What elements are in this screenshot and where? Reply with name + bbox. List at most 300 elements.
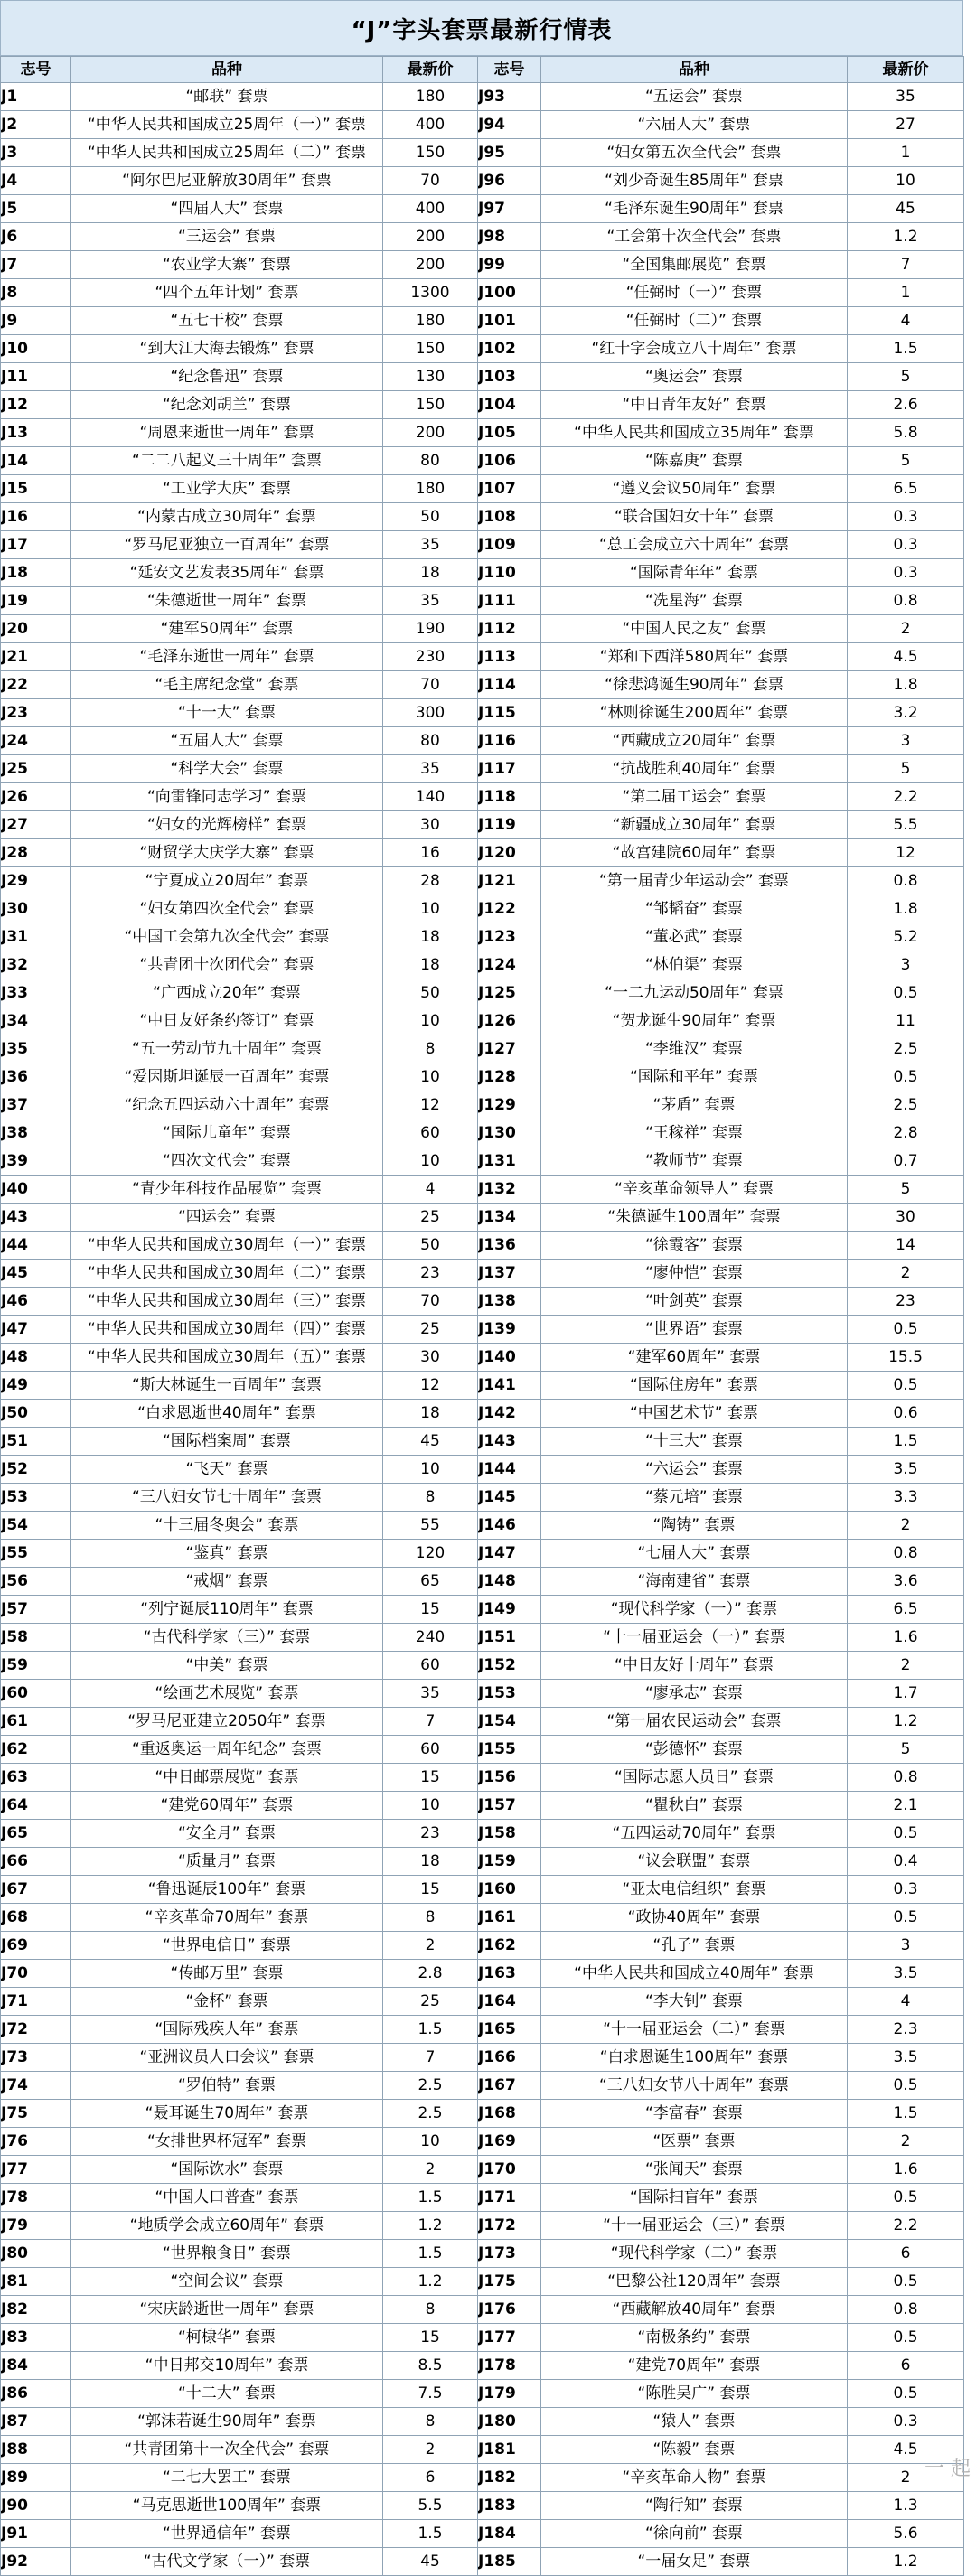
stamp-name: “彭德怀” 套票 bbox=[541, 1736, 848, 1764]
table-row bbox=[1, 979, 964, 1007]
table-row bbox=[1, 1428, 964, 1456]
stamp-price: 50 bbox=[383, 1232, 478, 1260]
stamp-name: “世界通信年” 套票 bbox=[71, 2520, 383, 2548]
table-row bbox=[1, 2128, 964, 2156]
stamp-price: 35 bbox=[383, 755, 478, 783]
stamp-code: J35 bbox=[1, 1035, 71, 1063]
stamp-price: 2 bbox=[848, 615, 964, 643]
stamp-price: 0.5 bbox=[848, 1820, 964, 1848]
table-row bbox=[1, 391, 964, 419]
stamp-name: “中华人民共和国成立30周年（五）” 套票 bbox=[71, 1344, 383, 1372]
stamp-name: “二二八起义三十周年” 套票 bbox=[71, 447, 383, 475]
stamp-code: J103 bbox=[478, 363, 541, 391]
stamp-price: 200 bbox=[383, 251, 478, 279]
stamp-code: J67 bbox=[1, 1876, 71, 1904]
stamp-name: “国际档案周” 套票 bbox=[71, 1428, 383, 1456]
stamp-name: “李富春” 套票 bbox=[541, 2100, 848, 2128]
stamp-code: J89 bbox=[1, 2464, 71, 2492]
stamp-code: J140 bbox=[478, 1344, 541, 1372]
stamp-name: “宋庆龄逝世一周年” 套票 bbox=[71, 2296, 383, 2324]
stamp-price: 30 bbox=[383, 811, 478, 839]
stamp-name: “朱德逝世一周年” 套票 bbox=[71, 587, 383, 615]
stamp-code: J24 bbox=[1, 727, 71, 755]
table-row bbox=[1, 419, 964, 447]
stamp-code: J32 bbox=[1, 951, 71, 979]
table-row bbox=[1, 1204, 964, 1232]
stamp-price: 45 bbox=[383, 1428, 478, 1456]
stamp-price: 120 bbox=[383, 1540, 478, 1568]
header-price-right: 最新价 bbox=[848, 57, 964, 83]
stamp-price: 2 bbox=[848, 2128, 964, 2156]
stamp-price: 4 bbox=[383, 1176, 478, 1204]
stamp-name: “南极条约” 套票 bbox=[541, 2324, 848, 2352]
stamp-price: 15 bbox=[383, 2324, 478, 2352]
stamp-name: “廖仲恺” 套票 bbox=[541, 1260, 848, 1288]
table-row bbox=[1, 1344, 964, 1372]
stamp-price: 6.5 bbox=[848, 1596, 964, 1624]
stamp-price: 5 bbox=[848, 363, 964, 391]
stamp-price: 5.2 bbox=[848, 923, 964, 951]
stamp-code: J120 bbox=[478, 839, 541, 867]
stamp-price: 6 bbox=[848, 2352, 964, 2380]
table-row bbox=[1, 1764, 964, 1792]
title-bar bbox=[0, 0, 963, 56]
stamp-price: 1.2 bbox=[848, 223, 964, 251]
table-row bbox=[1, 923, 964, 951]
stamp-price: 0.5 bbox=[848, 2268, 964, 2296]
stamp-name: “林则徐诞生200周年” 套票 bbox=[541, 699, 848, 727]
stamp-code: J113 bbox=[478, 643, 541, 671]
stamp-price: 5 bbox=[848, 1176, 964, 1204]
stamp-name: “抗战胜利40周年” 套票 bbox=[541, 755, 848, 783]
stamp-name: “柯棣华” 套票 bbox=[71, 2324, 383, 2352]
stamp-code: J66 bbox=[1, 1848, 71, 1876]
table-row bbox=[1, 531, 964, 559]
stamp-code: J40 bbox=[1, 1176, 71, 1204]
stamp-price: 1.5 bbox=[383, 2520, 478, 2548]
stamp-name: “故宫建院60周年” 套票 bbox=[541, 839, 848, 867]
stamp-price: 10 bbox=[383, 1147, 478, 1176]
stamp-price: 80 bbox=[383, 447, 478, 475]
stamp-name: “五七干校” 套票 bbox=[71, 307, 383, 335]
table-row bbox=[1, 1232, 964, 1260]
stamp-code: J138 bbox=[478, 1288, 541, 1316]
stamp-name: “建党60周年” 套票 bbox=[71, 1792, 383, 1820]
stamp-price: 1.6 bbox=[848, 1624, 964, 1652]
table-row bbox=[1, 2408, 964, 2436]
stamp-price: 10 bbox=[383, 1007, 478, 1035]
stamp-code: J57 bbox=[1, 1596, 71, 1624]
stamp-code: J68 bbox=[1, 1904, 71, 1932]
stamp-name: “邹韬奋” 套票 bbox=[541, 895, 848, 923]
stamp-price: 25 bbox=[383, 1204, 478, 1232]
stamp-name: “四个五年计划” 套票 bbox=[71, 279, 383, 307]
stamp-price: 4.5 bbox=[848, 2436, 964, 2464]
header-code-left: 志号 bbox=[1, 57, 71, 83]
stamp-code: J49 bbox=[1, 1372, 71, 1400]
stamp-code: J156 bbox=[478, 1764, 541, 1792]
stamp-code: J184 bbox=[478, 2520, 541, 2548]
table-row bbox=[1, 447, 964, 475]
stamp-name: “陶铸” 套票 bbox=[541, 1512, 848, 1540]
stamp-code: J80 bbox=[1, 2240, 71, 2268]
stamp-name: “教师节” 套票 bbox=[541, 1147, 848, 1176]
stamp-code: J64 bbox=[1, 1792, 71, 1820]
stamp-price: 35 bbox=[383, 1680, 478, 1708]
table-row bbox=[1, 1876, 964, 1904]
stamp-price: 18 bbox=[383, 951, 478, 979]
stamp-code: J78 bbox=[1, 2184, 71, 2212]
stamp-name: “罗伯特” 套票 bbox=[71, 2072, 383, 2100]
stamp-price: 0.5 bbox=[848, 1372, 964, 1400]
table-row bbox=[1, 2548, 964, 2576]
stamp-name: “中国艺术节” 套票 bbox=[541, 1400, 848, 1428]
stamp-price: 1.5 bbox=[848, 2100, 964, 2128]
table-row bbox=[1, 2352, 964, 2380]
stamp-price: 8 bbox=[383, 2296, 478, 2324]
stamp-price: 2.1 bbox=[848, 1792, 964, 1820]
stamp-name: “二七大罢工” 套票 bbox=[71, 2464, 383, 2492]
stamp-code: J109 bbox=[478, 531, 541, 559]
stamp-code: J33 bbox=[1, 979, 71, 1007]
stamp-name: “六运会” 套票 bbox=[541, 1456, 848, 1484]
stamp-code: J101 bbox=[478, 307, 541, 335]
stamp-price: 30 bbox=[848, 1204, 964, 1232]
stamp-name: “到大江大海去锻炼” 套票 bbox=[71, 335, 383, 363]
stamp-price: 0.8 bbox=[848, 867, 964, 895]
stamp-code: J125 bbox=[478, 979, 541, 1007]
stamp-price: 27 bbox=[848, 111, 964, 139]
stamp-name: “十二大” 套票 bbox=[71, 2380, 383, 2408]
stamp-code: J8 bbox=[1, 279, 71, 307]
stamp-code: J141 bbox=[478, 1372, 541, 1400]
stamp-code: J114 bbox=[478, 671, 541, 699]
table-row bbox=[1, 307, 964, 335]
stamp-code: J166 bbox=[478, 2044, 541, 2072]
stamp-price: 200 bbox=[383, 419, 478, 447]
stamp-name: “罗马尼亚独立一百周年” 套票 bbox=[71, 531, 383, 559]
stamp-name: “世界语” 套票 bbox=[541, 1316, 848, 1344]
stamp-name: “六届人大” 套票 bbox=[541, 111, 848, 139]
table-row bbox=[1, 1484, 964, 1512]
stamp-price: 1.3 bbox=[848, 2492, 964, 2520]
stamp-name: “国际饮水” 套票 bbox=[71, 2156, 383, 2184]
stamp-price: 50 bbox=[383, 979, 478, 1007]
stamp-price: 80 bbox=[383, 727, 478, 755]
table-row bbox=[1, 1176, 964, 1204]
stamp-name: “辛亥革命70周年” 套票 bbox=[71, 1904, 383, 1932]
stamp-price: 50 bbox=[383, 503, 478, 531]
table-row bbox=[1, 699, 964, 727]
table-row bbox=[1, 279, 964, 307]
stamp-code: J153 bbox=[478, 1680, 541, 1708]
stamp-code: J97 bbox=[478, 195, 541, 223]
stamp-code: J160 bbox=[478, 1876, 541, 1904]
stamp-code: J84 bbox=[1, 2352, 71, 2380]
stamp-price: 240 bbox=[383, 1624, 478, 1652]
stamp-name: “陈胜吴广” 套票 bbox=[541, 2380, 848, 2408]
stamp-name: “董必武” 套票 bbox=[541, 923, 848, 951]
stamp-name: “邮联” 套票 bbox=[71, 83, 383, 111]
stamp-price: 4.5 bbox=[848, 643, 964, 671]
stamp-price: 6.5 bbox=[848, 475, 964, 503]
stamp-code: J143 bbox=[478, 1428, 541, 1456]
stamp-name: “妇女的光辉榜样” 套票 bbox=[71, 811, 383, 839]
stamp-code: J119 bbox=[478, 811, 541, 839]
stamp-price: 130 bbox=[383, 363, 478, 391]
stamp-name: “张闻天” 套票 bbox=[541, 2156, 848, 2184]
stamp-name: “第二届工运会” 套票 bbox=[541, 783, 848, 811]
stamp-code: J131 bbox=[478, 1147, 541, 1176]
stamp-price: 150 bbox=[383, 335, 478, 363]
stamp-name: “四运会” 套票 bbox=[71, 1204, 383, 1232]
stamp-price: 5 bbox=[848, 1736, 964, 1764]
stamp-name: “工会第十次全代会” 套票 bbox=[541, 223, 848, 251]
stamp-price: 7 bbox=[848, 251, 964, 279]
stamp-code: J6 bbox=[1, 223, 71, 251]
stamp-name: “中华人民共和国成立30周年（二）” 套票 bbox=[71, 1260, 383, 1288]
stamp-code: J165 bbox=[478, 2016, 541, 2044]
stamp-code: J93 bbox=[478, 83, 541, 111]
stamp-code: J180 bbox=[478, 2408, 541, 2436]
stamp-code: J102 bbox=[478, 335, 541, 363]
stamp-code: J59 bbox=[1, 1652, 71, 1680]
stamp-name: “农业学大寨” 套票 bbox=[71, 251, 383, 279]
stamp-name: “三八妇女节七十周年” 套票 bbox=[71, 1484, 383, 1512]
stamp-price: 30 bbox=[383, 1344, 478, 1372]
stamp-price: 10 bbox=[383, 895, 478, 923]
stamp-price: 18 bbox=[383, 923, 478, 951]
stamp-price: 0.3 bbox=[848, 2408, 964, 2436]
table-row bbox=[1, 2296, 964, 2324]
stamp-price: 6 bbox=[848, 2240, 964, 2268]
table-row bbox=[1, 1119, 964, 1147]
stamp-name: “辛亥革命人物” 套票 bbox=[541, 2464, 848, 2492]
table-row bbox=[1, 223, 964, 251]
stamp-name: “十一届亚运会（三）” 套票 bbox=[541, 2212, 848, 2240]
stamp-name: “七届人大” 套票 bbox=[541, 1540, 848, 1568]
stamp-name: “李维汉” 套票 bbox=[541, 1035, 848, 1063]
stamp-price: 1.5 bbox=[383, 2240, 478, 2268]
stamp-code: J74 bbox=[1, 2072, 71, 2100]
stamp-code: J13 bbox=[1, 419, 71, 447]
stamp-name: “国际青年年” 套票 bbox=[541, 559, 848, 587]
stamp-name: “总工会成立六十周年” 套票 bbox=[541, 531, 848, 559]
stamp-price: 8.5 bbox=[383, 2352, 478, 2380]
price-table bbox=[0, 56, 964, 2576]
stamp-name: “第一届青少年运动会” 套票 bbox=[541, 867, 848, 895]
table-row bbox=[1, 1007, 964, 1035]
stamp-name: “联合国妇女十年” 套票 bbox=[541, 503, 848, 531]
stamp-price: 0.8 bbox=[848, 1764, 964, 1792]
table-row bbox=[1, 1932, 964, 1960]
stamp-name: “全国集邮展览” 套票 bbox=[541, 251, 848, 279]
stamp-code: J169 bbox=[478, 2128, 541, 2156]
stamp-code: J158 bbox=[478, 1820, 541, 1848]
stamp-code: J56 bbox=[1, 1568, 71, 1596]
stamp-code: J132 bbox=[478, 1176, 541, 1204]
table-row bbox=[1, 2520, 964, 2548]
stamp-code: J58 bbox=[1, 1624, 71, 1652]
stamp-code: J128 bbox=[478, 1063, 541, 1091]
stamp-price: 150 bbox=[383, 391, 478, 419]
stamp-name: “宁夏成立20周年” 套票 bbox=[71, 867, 383, 895]
stamp-code: J149 bbox=[478, 1596, 541, 1624]
stamp-name: “纪念鲁迅” 套票 bbox=[71, 363, 383, 391]
stamp-name: “茅盾” 套票 bbox=[541, 1091, 848, 1119]
stamp-price: 8 bbox=[383, 1904, 478, 1932]
table-row bbox=[1, 1035, 964, 1063]
stamp-price: 6 bbox=[383, 2464, 478, 2492]
stamp-price: 12 bbox=[383, 1372, 478, 1400]
stamp-price: 1.8 bbox=[848, 671, 964, 699]
stamp-name: “中华人民共和国成立35周年” 套票 bbox=[541, 419, 848, 447]
stamp-name: “周恩来逝世一周年” 套票 bbox=[71, 419, 383, 447]
table-row bbox=[1, 1147, 964, 1176]
stamp-price: 3.5 bbox=[848, 1960, 964, 1988]
stamp-price: 65 bbox=[383, 1568, 478, 1596]
stamp-code: J10 bbox=[1, 335, 71, 363]
stamp-code: J139 bbox=[478, 1316, 541, 1344]
stamp-price: 0.6 bbox=[848, 1400, 964, 1428]
table-row bbox=[1, 1316, 964, 1344]
table-row bbox=[1, 1540, 964, 1568]
stamp-name: “新疆成立30周年” 套票 bbox=[541, 811, 848, 839]
stamp-code: J26 bbox=[1, 783, 71, 811]
table-row bbox=[1, 1400, 964, 1428]
stamp-name: “国际残疾人年” 套票 bbox=[71, 2016, 383, 2044]
stamp-name: “毛主席纪念堂” 套票 bbox=[71, 671, 383, 699]
stamp-price: 0.3 bbox=[848, 503, 964, 531]
stamp-name: “传邮万里” 套票 bbox=[71, 1960, 383, 1988]
stamp-price: 180 bbox=[383, 307, 478, 335]
stamp-name: “遵义会议50周年” 套票 bbox=[541, 475, 848, 503]
table-row bbox=[1, 811, 964, 839]
stamp-price: 23 bbox=[383, 1260, 478, 1288]
stamp-price: 0.7 bbox=[848, 1147, 964, 1176]
stamp-code: J105 bbox=[478, 419, 541, 447]
stamp-code: J107 bbox=[478, 475, 541, 503]
table-row bbox=[1, 1091, 964, 1119]
stamp-code: J124 bbox=[478, 951, 541, 979]
stamp-price: 1 bbox=[848, 279, 964, 307]
stamp-price: 70 bbox=[383, 671, 478, 699]
stamp-price: 0.5 bbox=[848, 2324, 964, 2352]
stamp-price: 2 bbox=[383, 1932, 478, 1960]
table-row bbox=[1, 1820, 964, 1848]
stamp-price: 0.3 bbox=[848, 1876, 964, 1904]
stamp-price: 70 bbox=[383, 1288, 478, 1316]
stamp-code: J19 bbox=[1, 587, 71, 615]
stamp-price: 2.5 bbox=[848, 1035, 964, 1063]
table-row bbox=[1, 839, 964, 867]
stamp-price: 35 bbox=[383, 587, 478, 615]
stamp-code: J178 bbox=[478, 2352, 541, 2380]
stamp-name: “财贸学大庆学大寨” 套票 bbox=[71, 839, 383, 867]
sheet-title: “J”字头套票最新行情表 bbox=[351, 16, 613, 44]
stamp-name: “西藏成立20周年” 套票 bbox=[541, 727, 848, 755]
table-row bbox=[1, 139, 964, 167]
stamp-code: J168 bbox=[478, 2100, 541, 2128]
stamp-price: 140 bbox=[383, 783, 478, 811]
stamp-name: “中国工会第九次全代会” 套票 bbox=[71, 923, 383, 951]
stamp-name: “金杯” 套票 bbox=[71, 1988, 383, 2016]
stamp-name: “李大钊” 套票 bbox=[541, 1988, 848, 2016]
stamp-price: 11 bbox=[848, 1007, 964, 1035]
stamp-price: 12 bbox=[383, 1091, 478, 1119]
stamp-code: J98 bbox=[478, 223, 541, 251]
watermark: 一 起 bbox=[924, 2458, 971, 2480]
stamp-price: 15 bbox=[383, 1596, 478, 1624]
stamp-code: J31 bbox=[1, 923, 71, 951]
stamp-price: 5.6 bbox=[848, 2520, 964, 2548]
stamp-price: 2.2 bbox=[848, 2212, 964, 2240]
stamp-name: “海南建省” 套票 bbox=[541, 1568, 848, 1596]
stamp-code: J12 bbox=[1, 391, 71, 419]
stamp-price: 7.5 bbox=[383, 2380, 478, 2408]
table-row bbox=[1, 335, 964, 363]
stamp-name: “十一大” 套票 bbox=[71, 699, 383, 727]
stamp-name: “世界粮食日” 套票 bbox=[71, 2240, 383, 2268]
stamp-code: J51 bbox=[1, 1428, 71, 1456]
stamp-price: 1.5 bbox=[848, 1428, 964, 1456]
stamp-name: “中日邦交10周年” 套票 bbox=[71, 2352, 383, 2380]
stamp-name: “三八妇女节八十周年” 套票 bbox=[541, 2072, 848, 2100]
stamp-name: “白求恩诞生100周年” 套票 bbox=[541, 2044, 848, 2072]
stamp-name: “冼星海” 套票 bbox=[541, 587, 848, 615]
stamp-name: “朱德诞生100周年” 套票 bbox=[541, 1204, 848, 1232]
stamp-name: “纪念五四运动六十周年” 套票 bbox=[71, 1091, 383, 1119]
stamp-code: J94 bbox=[478, 111, 541, 139]
stamp-price: 60 bbox=[383, 1736, 478, 1764]
stamp-code: J79 bbox=[1, 2212, 71, 2240]
stamp-code: J170 bbox=[478, 2156, 541, 2184]
stamp-price: 1.2 bbox=[383, 2268, 478, 2296]
stamp-price: 400 bbox=[383, 111, 478, 139]
stamp-price: 0.5 bbox=[848, 2380, 964, 2408]
stamp-code: J23 bbox=[1, 699, 71, 727]
stamp-price: 2 bbox=[848, 2464, 964, 2492]
stamp-price: 5.5 bbox=[848, 811, 964, 839]
stamp-price: 2 bbox=[848, 1512, 964, 1540]
stamp-name: “一二九运动50周年” 套票 bbox=[541, 979, 848, 1007]
stamp-price: 3.5 bbox=[848, 1456, 964, 1484]
stamp-price: 0.8 bbox=[848, 2296, 964, 2324]
stamp-name: “爱因斯坦诞辰一百周年” 套票 bbox=[71, 1063, 383, 1091]
stamp-price: 8 bbox=[383, 2408, 478, 2436]
stamp-name: “红十字会成立八十周年” 套票 bbox=[541, 335, 848, 363]
stamp-code: J17 bbox=[1, 531, 71, 559]
stamp-price: 0.8 bbox=[848, 1540, 964, 1568]
stamp-code: J30 bbox=[1, 895, 71, 923]
stamp-code: J112 bbox=[478, 615, 541, 643]
stamp-name: “中美” 套票 bbox=[71, 1652, 383, 1680]
table-row bbox=[1, 1848, 964, 1876]
stamp-name: “罗马尼亚建立2050年” 套票 bbox=[71, 1708, 383, 1736]
stamp-name: “共青团第十一次全代会” 套票 bbox=[71, 2436, 383, 2464]
stamp-code: J88 bbox=[1, 2436, 71, 2464]
stamp-name: “中华人民共和国成立30周年（三）” 套票 bbox=[71, 1288, 383, 1316]
stamp-name: “中日友好十周年” 套票 bbox=[541, 1652, 848, 1680]
stamp-code: J18 bbox=[1, 559, 71, 587]
stamp-price: 0.4 bbox=[848, 1848, 964, 1876]
header-code-right: 志号 bbox=[478, 57, 541, 83]
stamp-name: “中日青年友好” 套票 bbox=[541, 391, 848, 419]
stamp-name: “任弼时（二）” 套票 bbox=[541, 307, 848, 335]
stamp-code: J142 bbox=[478, 1400, 541, 1428]
stamp-code: J157 bbox=[478, 1792, 541, 1820]
stamp-name: “向雷锋同志学习” 套票 bbox=[71, 783, 383, 811]
